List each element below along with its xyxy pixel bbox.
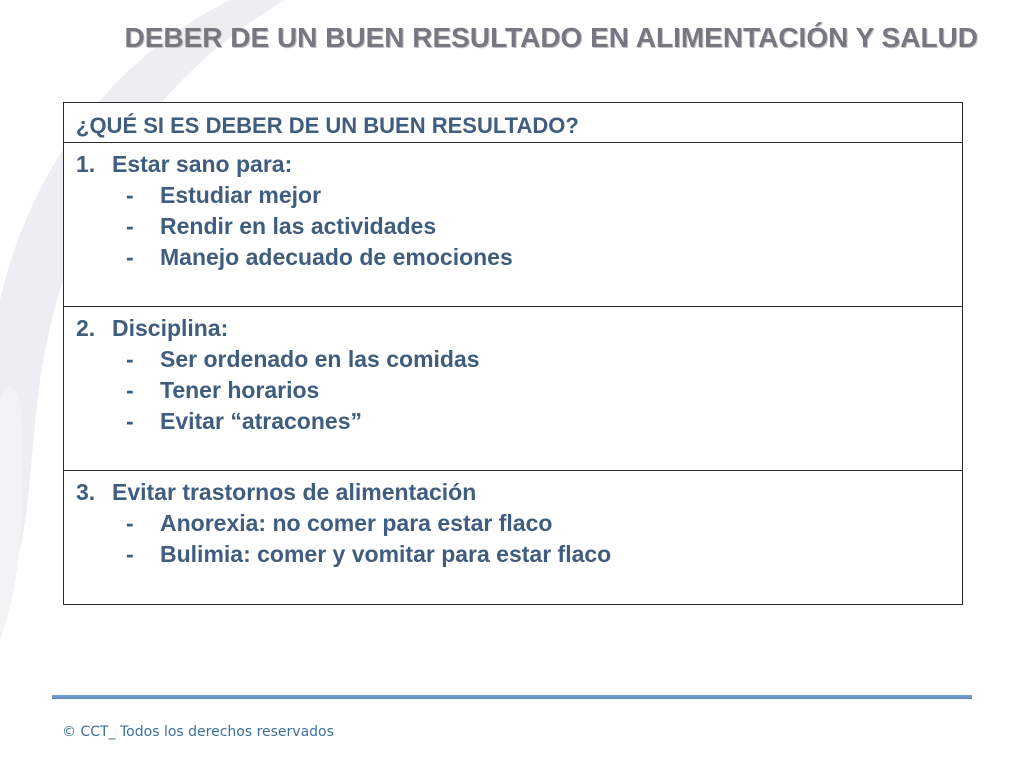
section-cell-disorders xyxy=(64,471,963,605)
table-row xyxy=(64,471,963,605)
list-item xyxy=(76,508,950,539)
section-title xyxy=(76,313,950,344)
section-title xyxy=(76,477,950,508)
list-item xyxy=(76,375,950,406)
slide-title: DEBER DE UN BUEN RESULTADO EN ALIMENTACIÓN Y SALUD xyxy=(124,22,978,53)
list-item-text: Ser ordenado en las comidas xyxy=(160,346,480,372)
footer-divider xyxy=(52,695,972,699)
section-number: 3. xyxy=(76,479,96,505)
list-item-text: Manejo adecuado de emociones xyxy=(160,244,513,270)
list-item xyxy=(76,539,950,570)
dash-bullet: - xyxy=(126,346,134,372)
list-item-text: Tener horarios xyxy=(160,377,320,403)
list-item xyxy=(76,211,950,242)
section-title-text: Estar sano para: xyxy=(112,151,293,177)
footer-copyright: © CCT_ Todos los derechos reservados xyxy=(62,724,334,740)
dash-bullet: - xyxy=(126,510,134,536)
table-header-row xyxy=(64,103,963,143)
list-item-text: Bulimia: comer y vomitar para estar flaco xyxy=(160,541,612,567)
table-header-cell: ¿QUÉ SI ES DEBER DE UN BUEN RESULTADO? xyxy=(64,103,963,143)
section-number: 1. xyxy=(76,151,96,177)
list-item-text: Evitar “atracones” xyxy=(160,408,362,434)
section-title xyxy=(76,149,950,180)
dash-bullet: - xyxy=(126,408,134,434)
dash-bullet: - xyxy=(126,541,134,567)
list-item xyxy=(76,242,950,273)
dash-bullet: - xyxy=(126,244,134,270)
list-item-text: Rendir en las actividades xyxy=(160,213,437,239)
list-item xyxy=(76,406,950,437)
section-cell-health xyxy=(64,143,963,307)
section-cell-discipline xyxy=(64,307,963,471)
section-number: 2. xyxy=(76,315,96,341)
table-row xyxy=(64,143,963,307)
section-title-text: Evitar trastornos de alimentación xyxy=(112,479,477,505)
content-table xyxy=(63,102,963,605)
list-item-text: Estudiar mejor xyxy=(160,182,322,208)
list-item-text: Anorexia: no comer para estar flaco xyxy=(160,510,553,536)
dash-bullet: - xyxy=(126,213,134,239)
dash-bullet: - xyxy=(126,182,134,208)
list-item xyxy=(76,344,950,375)
list-item xyxy=(76,180,950,211)
section-title-text: Disciplina: xyxy=(112,315,229,341)
dash-bullet: - xyxy=(126,377,134,403)
table-row xyxy=(64,307,963,471)
